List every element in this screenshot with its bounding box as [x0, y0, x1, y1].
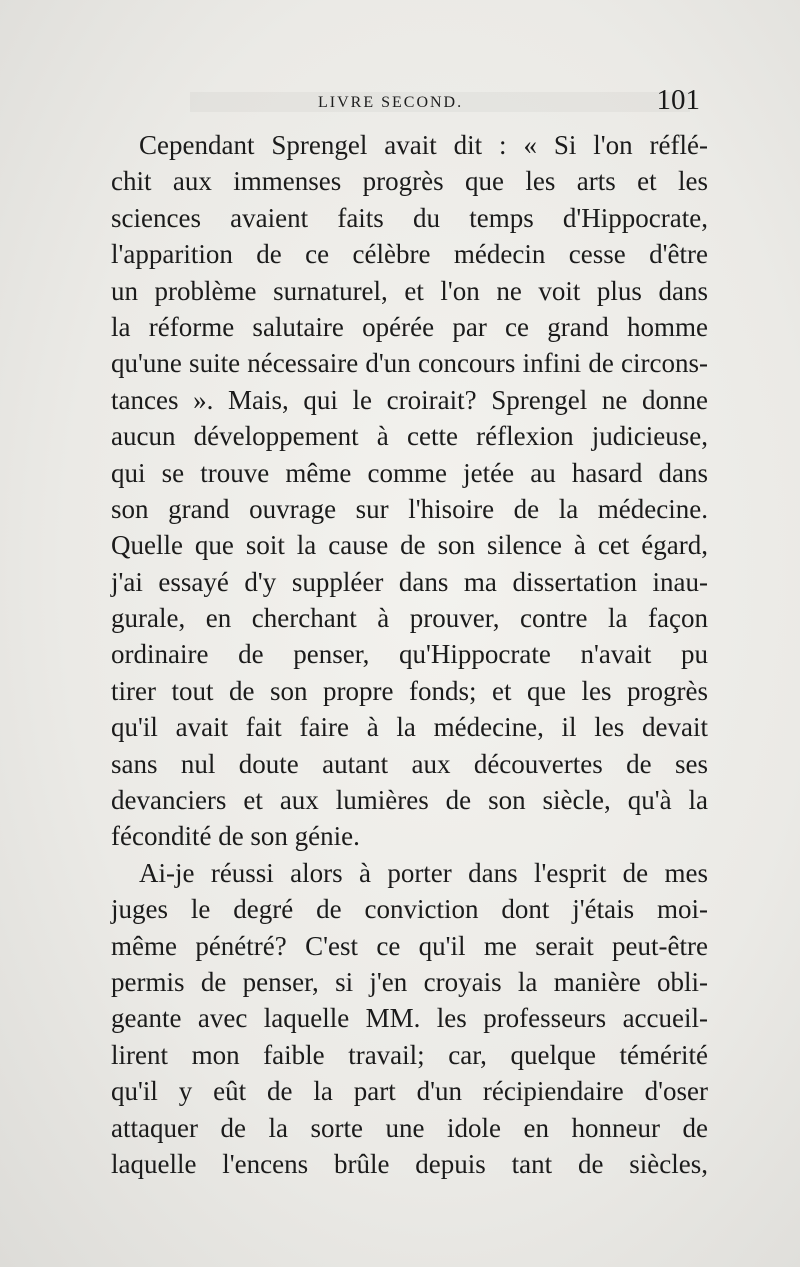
- text-line: qu'une suite nécessaire d'un concours infini de circons-: [111, 348, 708, 379]
- text-line: la réforme salutaire opérée par ce grand homme: [111, 311, 708, 342]
- text-line: Cependant Sprengel avait dit : « Si l'on réflé-: [139, 130, 708, 160]
- text-line: qu'il avait fait faire à la médecine, il les devait: [111, 712, 708, 743]
- paragraph: [111, 127, 708, 855]
- text-line: juges le degré de conviction dont j'étais moi-: [111, 894, 708, 925]
- text-line: aucun développement à cette réflexion judicieuse,: [111, 421, 708, 452]
- text-line: Ai-je réussi alors à porter dans l'esprit de mes: [139, 857, 708, 888]
- text-line: gurale, en cherchant à prouver, contre la façon: [111, 603, 708, 634]
- text-line: fécondité de son génie.: [111, 821, 360, 852]
- text-line: permis de penser, si j'en croyais la manière obli-: [111, 966, 708, 997]
- text-line: même pénétré? C'est ce qu'il me serait peut-être: [111, 930, 708, 961]
- text-line: laquelle l'encens brûle depuis tant de siècles,: [111, 1148, 708, 1179]
- text-line: qui se trouve même comme jetée au hasard dans: [111, 457, 708, 488]
- text-line: attaquer de la sorte une idole en honneur de: [111, 1112, 708, 1143]
- text-line: j'ai essayé d'y suppléer dans ma dissertation inau-: [111, 566, 708, 597]
- text-line: geante avec laquelle MM. les professeurs accueil-: [111, 1003, 708, 1034]
- text-line: devanciers et aux lumières de son siècle, qu'à la: [111, 785, 708, 816]
- body-text: [111, 127, 708, 1182]
- text-line: chit aux immenses progrès que les arts et les: [111, 166, 708, 197]
- text-line: qu'il y eût de la part d'un récipiendaire d'oser: [111, 1076, 708, 1107]
- text-line: tances ». Mais, qui le croirait? Sprengel ne donne: [111, 384, 708, 415]
- text-line: tirer tout de son propre fonds; et que les progrès: [111, 675, 708, 706]
- text-line: son grand ouvrage sur l'hisoire de la médecine.: [111, 493, 708, 524]
- page-header: [110, 84, 700, 124]
- text-line: sans nul doute autant aux découvertes de ses: [111, 748, 708, 779]
- running-head: LIVRE SECOND.: [318, 94, 464, 111]
- text-line: Quelle que soit la cause de son silence à cet égard,: [111, 530, 708, 561]
- page-number: 101: [656, 84, 700, 116]
- text-line: ordinaire de penser, qu'Hippocrate n'avait pu: [111, 639, 708, 670]
- text-line: lirent mon faible travail; car, quelque témérité: [111, 1039, 708, 1070]
- text-line: un problème surnaturel, et l'on ne voit plus dans: [111, 275, 708, 306]
- text-line: sciences avaient faits du temps d'Hippocrate,: [111, 202, 708, 233]
- text-line: l'apparition de ce célèbre médecin cesse d'être: [111, 239, 708, 270]
- paragraph: [111, 855, 708, 1183]
